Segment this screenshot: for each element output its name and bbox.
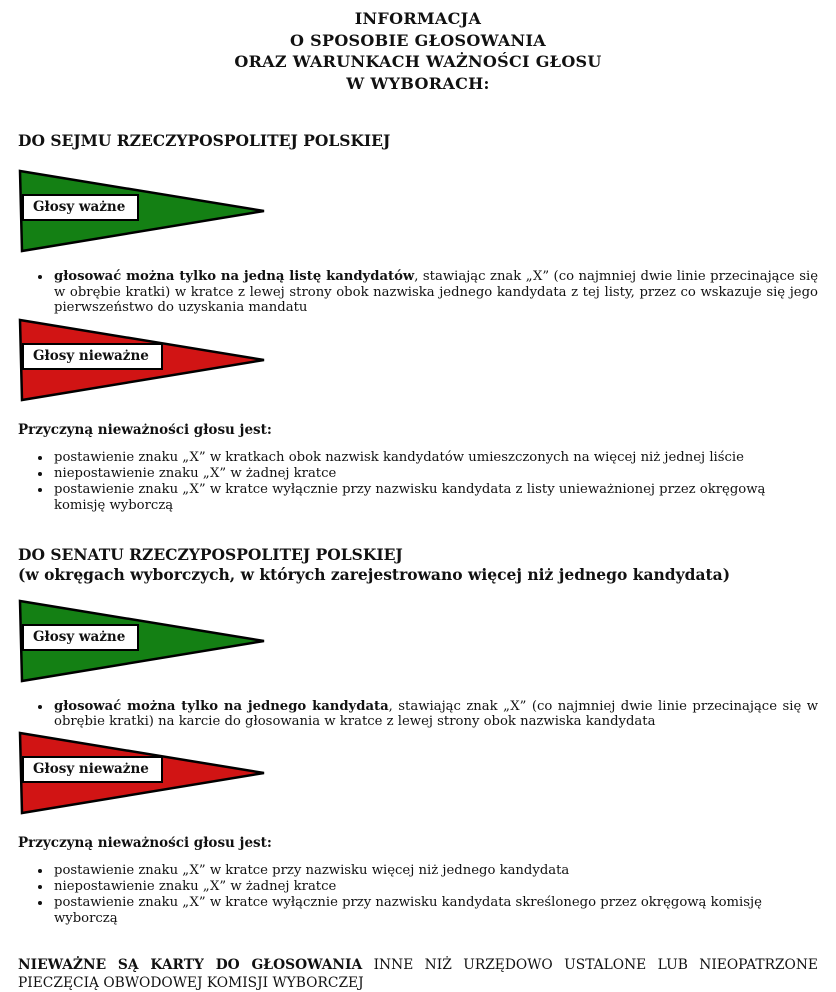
voting-rule-bold: głosować można tylko na jednego kandydata bbox=[54, 698, 389, 714]
title-line-3: ORAZ WARUNKACH WAŻNOŚCI GŁOSU bbox=[234, 52, 602, 71]
section-heading-sejm: DO SEJMU RZECZYPOSPOLITEJ POLSKIEJ bbox=[18, 131, 391, 150]
invalidity-reason-item: • postawienie znaku „X” w kratce wyłącznie przy nazwisku kandydata z listy unieważnionej przez okręgową komisję wyborczą bbox=[52, 482, 818, 514]
invalidity-reason-item: • niepostawienie znaku „X” w żadnej kratce bbox=[52, 879, 818, 895]
voting-rule-item bbox=[52, 269, 818, 316]
invalid-votes-label-senat: Głosy nieważne bbox=[22, 756, 163, 783]
voting-rule-list-sejm bbox=[18, 269, 818, 316]
invalidity-reason-item: • postawienie znaku „X” w kratce wyłącznie przy nazwisku kandydata skreślonego przez okręgową komisję wyborczą bbox=[52, 895, 818, 927]
voting-rule-bold: głosować można tylko na jedną listę kandydatów bbox=[54, 269, 415, 284]
section-heading-senat bbox=[18, 545, 818, 585]
valid-votes-pennant-senat bbox=[18, 598, 268, 684]
invalid-ballots-note-bold: NIEWAŻNE SĄ KARTY DO GŁOSOWANIA bbox=[18, 956, 363, 973]
invalidity-reasons-list-senat bbox=[18, 863, 818, 927]
invalidity-reasons-list-sejm bbox=[18, 450, 818, 514]
document-title bbox=[18, 8, 818, 94]
voting-rule-list-senat bbox=[18, 699, 818, 730]
invalid-votes-pennant-sejm bbox=[18, 317, 268, 403]
invalid-votes-label-sejm: Głosy nieważne bbox=[22, 343, 163, 370]
invalid-ballots-note-rest: INNE NIŻ URZĘDOWO USTALONE LUB NIEOPATRZONE PIECZĘCIĄ OBWODOWEJ KOMISJI WYBORCZEJ bbox=[18, 956, 819, 991]
invalidity-reason-item: • postawienie znaku „X” w kratkach obok nazwisk kandydatów umieszczonych na więcej niż jednej liście bbox=[52, 450, 818, 466]
title-line-4: W WYBORACH: bbox=[346, 73, 490, 93]
valid-votes-pennant-sejm bbox=[18, 168, 268, 254]
invalidity-reason-item: • postawienie znaku „X” w kratce przy nazwisku więcej niż jednego kandydata bbox=[52, 863, 818, 879]
valid-votes-label-sejm: Głosy ważne bbox=[22, 194, 139, 221]
senat-heading-line-2: (w okręgach wyborczych, w których zarejestrowano więcej niż jednego kandydata) bbox=[18, 564, 731, 584]
senat-heading-line-1: DO SENATU RZECZYPOSPOLITEJ POLSKIEJ bbox=[18, 544, 403, 564]
invalidity-reasons-heading-sejm: Przyczyną nieważności głosu jest: bbox=[18, 421, 272, 438]
voting-rule-rest: , stawiając znak „X” (co najmniej dwie linie przecinające się w obrębie kratki) na karcie do głosowania w kratce z lewej strony obok nazwiska kandydata bbox=[54, 698, 818, 730]
valid-votes-label-senat: Głosy ważne bbox=[22, 624, 139, 651]
voting-rule-item bbox=[52, 699, 818, 730]
invalidity-reasons-heading-senat: Przyczyną nieważności głosu jest: bbox=[18, 834, 272, 851]
invalidity-reason-item: • niepostawienie znaku „X” w żadnej kratce bbox=[52, 466, 818, 482]
title-line-1: INFORMACJA bbox=[354, 9, 482, 28]
voting-rule-rest: , stawiając znak „X” (co najmniej dwie linie przecinające się w obrębie kratki) w kratce z lewej strony obok nazwiska jednego kandydata z tej listy, przez co wskazuje się jego pierwszeństwo do uzyskania mandatu bbox=[54, 269, 818, 316]
invalid-ballots-note bbox=[18, 956, 818, 992]
invalid-votes-pennant-senat bbox=[18, 730, 268, 816]
title-line-2: O SPOSOBIE GŁOSOWANIA bbox=[290, 30, 546, 50]
